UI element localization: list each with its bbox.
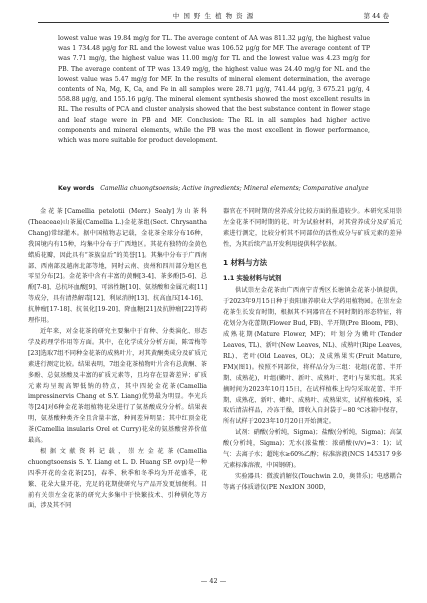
reagents-paragraph: 试剂：硝酸(分析纯，Sigma)；盐酸(分析纯，Sigma)；高氯酸(分析纯，Sigma)；无水(浓盐酸：浓硝酸(v/v)=3：1)；试气：去离子水；超纯水≥60%乙醇；标准溶液(NCS 145317 9多元素标准溶液，中国钢研)。	[223, 429, 402, 469]
right-column	[223, 207, 402, 494]
header-rule	[38, 22, 389, 23]
keywords	[58, 184, 370, 194]
page-number: — 42 —	[200, 577, 227, 585]
journal-title: 中 国 野 生 植 物 资 源	[172, 12, 255, 20]
subsection-heading: 1.1 实验材料与试剂	[223, 273, 282, 282]
left-column	[28, 207, 207, 512]
intro-paragraph-1: 金花茶[Camellia petelotii (Merr.) Sealy]为山茶科(Theaceae)山茶属(Camellia L.)金花茶组(Sect. Chrysantha Chang)常绿灌木。据中国植物志记载，金花茶全球分布16种，我国境内有15种，均集中分布于广西地区。其花有独特的金黄色蜡质花瓣，因此具有“茶族皇后”的美誉[1]。其集中分布于广西南部、西南部及越南北部等地，同时云南、贵州和四川部分地区也零星分布[2]。金花茶中含有丰富的黄酮[3-4]、茶多酚[5-6]、总酚[7-8]、总抗坏血酸[9]、可溶性糖[10]、氨基酸和金属元素[11]等成分，具有清热解毒[12]、利尿消肿[13]、抗高血压[14-16]、抗肿瘤[17-18]、抗氧化[19-20]、降血糖[21]及抗肿瘤[22]等药理作用。	[28, 208, 207, 325]
intro-paragraph-2: 近年来，对金花茶的研究主要集中于育种、分类演化、形态学及药理学作用等方面。其中，在化学成分分析方面，陈雪梅等[23]选取7组不同种金花茶的成熟叶片，对其黄酮类成分及矿质元素进行测定比较。结果表明，7组金花茶植物叶片含有总黄酮、茶多酚、总氨基酸及丰富的矿质元素等，且均存在显著差异；矿质元素均呈现高钾低钠的特点，其中四轮金花茶(Camellia impressinervis Chang et S.Y. Liang)优势最为明显。李光兵等[24]对6种金花茶组植物花朵进行了氨基酸成分分析。结果表明，氨基酸种类齐全且含量丰富，种间差异明显；其中红顶金花茶(Camellia insularis Orel et Curry)花朵的氨基酸营养价值最高。	[28, 327, 207, 445]
materials-paragraph: 供试崇左金花茶由广西南宁青秀区长塘镇金花茶小镇提供，于2023年9月15日种于贵阳康养职业大学药用植物园。在崇左金花茶生长发育时期，根据其不同器官在不同时期的形态特征，将花划分为花蕾期(Flower Bud, FB)、半开期(Pre Bloom, PB)、成熟花期(Mature Flower, MF)；叶划分为嫩叶(Tender Leaves, TL)、新叶(New Leaves, NL)、成熟叶(Ripe Leaves, RL)、老叶(Old Leaves, OL)；及成熟果实(Fruit Mature, FM)(图1)。按照不同部位，将样品分为三组：花组(花蕾、半开期、成熟花)，叶组(嫩叶、新叶、成熟叶、老叶)与果实组。其采摘时间为2023年10月15日，在试样植株上均匀采取花蕾、半开期、成熟花、新叶、嫩叶、成熟叶、成熟果实，试样植株9株，采取后清洁样品，冷冻干燥，即收入自封袋于−80 ℃冰箱中保存，所有试样于2023年10月20日开始测定。	[223, 287, 402, 426]
instruments-paragraph: 实验器具：微波消解仪(Touchwin 2.0，奥普乐)；电感耦合等离子体质谱仪(PE NexION 300D，	[223, 472, 402, 491]
keywords-text: Camellia chuongtsoensis; Active ingredients; Mineral elements; Comparative analyze	[100, 185, 369, 192]
intro-paragraph-4: 器官在不同时期的营养成分比较方面的报道较少。本研究采用崇左金花茶不同时期的花、叶为试验材料，对其营养成分及矿质元素进行测定，比较分析其不同部位的活性成分与矿质元素的差异性，为其后续产品开发利用提供科学依据。	[223, 208, 402, 248]
keywords-label: Key words	[58, 185, 95, 192]
volume-number: 第 44 卷	[363, 12, 389, 20]
intro-paragraph-3: 根据文献资料记载，崇左金花茶(Camellia chuongtsoensis S. Y. Liang et L. D. Huang SP. ovp)是一种四季开花的金花茶[25]，春季、秋季和冬季均为开花盛季，花繁、花朵大量开花，充足的花期使研究与产品开发更加便利。目前有关崇左金花茶的研究大多集中于快繁技术、引种驯化等方面，涉及其不同	[28, 447, 207, 510]
running-header	[38, 10, 389, 22]
abstract-continuation: lowest value was 19.84 mg/g for TL. The average content of AA was 811.32 μg/g, the highest value was 1 734.48 μg/g for RL and the lowest value was 106.52 μg/g for MF. The average content of TP was 7.71 mg/g, the highest value was 11.00 mg/g for TL and the lowest value was 4.23 mg/g for PB. The average content of TP was 13.49 mg/g, the highest value was 24.40 mg/g for NL and the lowest value was 5.47 mg/g for MF. In the results of mineral element determination, the average contents of Na, Mg, K, Ca, and Fe in all samples were 28.71 μg/g, 741.44 μg/g, 3 675.21 μg/g, 4 558.88 μg/g, and 155.16 μg/g. The mineral element synthesis showed the most excellent results in RL. The results of PCA and cluster analysis showed that the best substance content in flower stage and leaf stage were in PB and MF. Conclusion: The RL in all samples had higher active components and mineral elements, while the PB was the most excellent in flower performance, which was more suitable for product development.	[58, 35, 370, 145]
section-heading: 1 材料与方法	[223, 257, 268, 267]
